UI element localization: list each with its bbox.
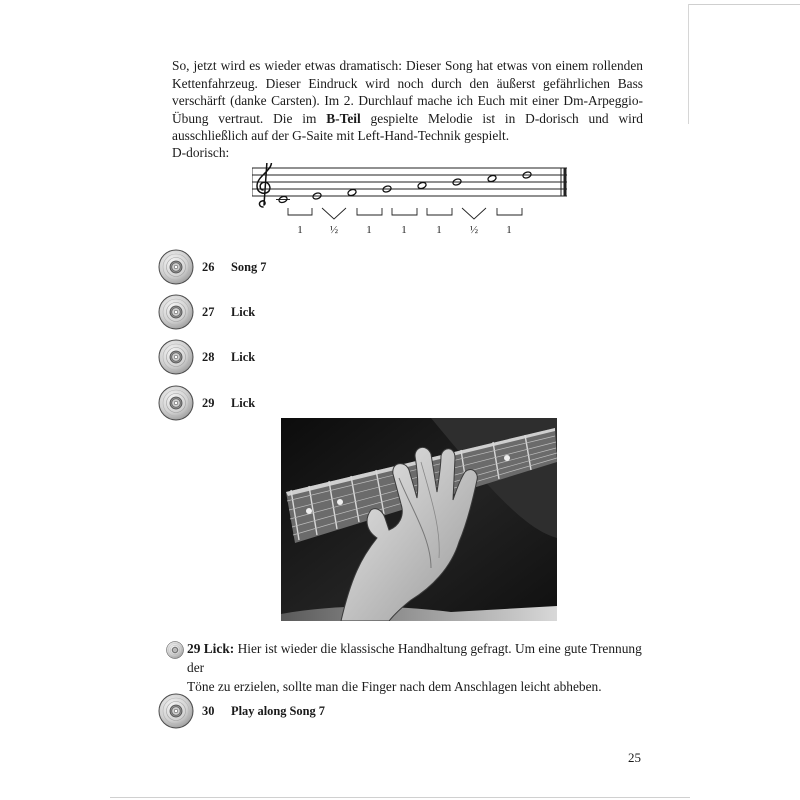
caption-bold: 29 Lick: — [187, 641, 235, 656]
track-30 — [158, 693, 458, 733]
scale-label: D-dorisch: — [172, 145, 230, 160]
cd-icon — [166, 641, 184, 659]
track-27 — [158, 294, 458, 334]
track-number: 30 — [202, 704, 215, 718]
track-number: 27 — [202, 305, 215, 319]
page-number: 25 — [628, 750, 641, 765]
guitar-fretboard-hand-photo — [281, 418, 557, 621]
track-title: Play along Song 7 — [231, 704, 325, 718]
interval-1: 1 — [297, 224, 303, 236]
intro-text-1: So, jetzt wird es wieder etwas dramatisch: Dieser Song hat etwas von einem rollenden Kettenfahrzeug. Dieser Eindruck wird noch durch den äußerst gefährlichen Bass verschärft (danke Carsten). Im 2. Durchlauf mache ich Euch mit einer Dm-Arpeggio-Übung vertraut. Die im — [172, 58, 643, 126]
cd-icon — [158, 249, 194, 285]
caption-line-1: Hier ist wieder die klassische Handhaltung gefragt. Um eine gute Trennung der — [187, 641, 642, 675]
interval-7: 1 — [506, 224, 512, 236]
track-title: Song 7 — [231, 260, 267, 274]
page-edge-top — [688, 4, 800, 5]
cd-icon — [158, 294, 194, 330]
photo-caption — [166, 639, 646, 696]
page-edge-bottom — [110, 797, 690, 798]
d-dorian-staff — [252, 163, 582, 241]
interval-brackets — [288, 208, 522, 219]
track-26 — [158, 249, 458, 289]
interval-5: 1 — [436, 224, 442, 236]
interval-2: ½ — [329, 224, 339, 236]
treble-clef-icon — [257, 163, 271, 207]
track-title: Lick — [231, 350, 256, 364]
track-number: 26 — [202, 260, 215, 274]
intro-paragraph — [172, 57, 643, 145]
track-title: Lick — [231, 305, 256, 319]
track-title: Lick — [231, 396, 256, 410]
track-number: 29 — [202, 396, 215, 410]
intro-bold-term: B-Teil — [326, 110, 361, 126]
cd-icon — [158, 339, 194, 375]
track-number: 28 — [202, 350, 215, 364]
note-f — [347, 188, 357, 196]
scale-notes — [276, 171, 532, 204]
page-edge-right — [688, 4, 689, 124]
note-a — [417, 181, 427, 189]
interval-3: 1 — [366, 224, 372, 236]
cd-icon — [158, 385, 194, 421]
interval-6: ½ — [469, 224, 479, 236]
caption-line-2: Töne zu erzielen, sollte man die Finger nach dem Anschlagen leicht abheben. — [187, 679, 602, 694]
intro-text-2: gespielte Melodie ist in D-dorisch und wird ausschließlich auf der G-Saite mit Left-Hand-Technik gespielt. — [172, 110, 643, 144]
note-c — [487, 174, 497, 182]
track-28 — [158, 339, 458, 379]
interval-4: 1 — [401, 224, 407, 236]
cd-icon — [158, 693, 194, 729]
